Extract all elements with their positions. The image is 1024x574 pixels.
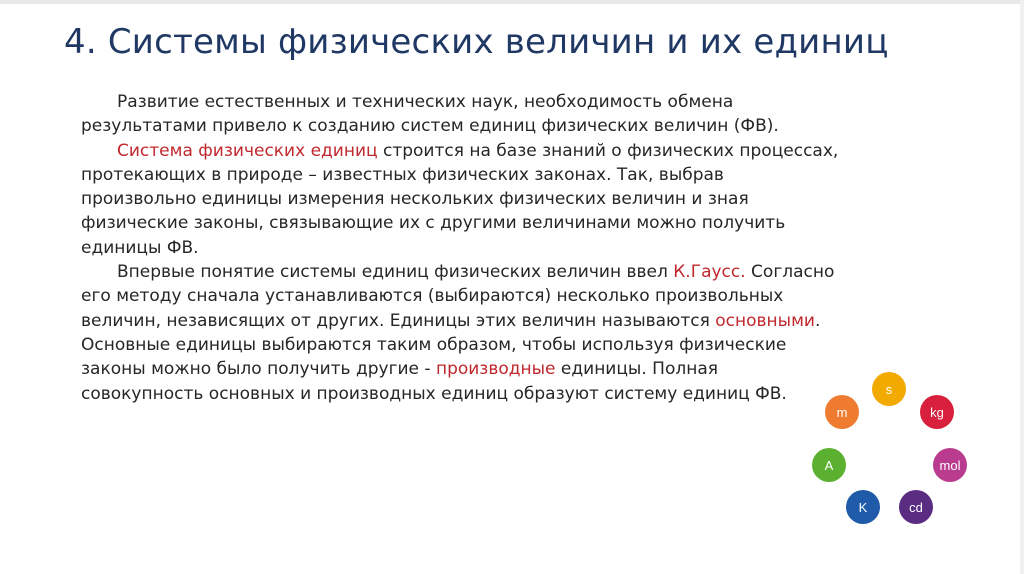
paragraph-2-text: строится на базе знаний о физических процессах, протекающих в природе – известных физических законах. Так, выбрав произвольно единицы измерения нескольких физических величин и зная физические законы, связывающие их с другими величинами можно получить единицы ФВ.	[81, 140, 839, 258]
slide-title: 4. Системы физических величин и их единиц	[64, 22, 889, 62]
unit-circle-kg: kg	[920, 395, 954, 429]
unit-circle-s: s	[872, 372, 906, 406]
paragraph-3-part-4: единицы. Полная совокупность основных и производных единиц образуют систему единиц ФВ.	[81, 359, 787, 404]
slide-body	[81, 90, 841, 406]
slide-frame-right	[1020, 0, 1024, 574]
paragraph-3-part-3: . Основные единицы выбираются таким образом, чтобы используя физические законы можно было получить другие -	[81, 310, 821, 380]
unit-circle-m: m	[825, 395, 859, 429]
paragraph-1: Развитие естественных и технических наук, необходимость обмена результатами привело к созданию систем единиц физических величин (ФВ).	[81, 92, 779, 137]
unit-circle-a: A	[812, 448, 846, 482]
gauss-name: К.Гаусс.	[673, 262, 746, 283]
unit-circle-k: K	[846, 490, 880, 524]
unit-circle-cd: cd	[899, 490, 933, 524]
paragraph-2	[81, 139, 841, 260]
paragraph-3-part-1: Впервые понятие системы единиц физических величин ввел	[117, 262, 674, 283]
unit-circle-mol: mol	[933, 448, 967, 482]
slide-frame-top	[0, 0, 1024, 4]
paragraph-3-part-2: Согласно его методу сначала устанавливаются (выбираются) несколько произвольных величин, независящих от других. Единицы этих величин называются	[81, 262, 835, 331]
term-basic: основными	[715, 310, 815, 331]
term-derived: производные	[435, 359, 556, 380]
paragraph-3	[81, 260, 841, 406]
term-system-of-units: Система физических единиц	[117, 140, 378, 161]
